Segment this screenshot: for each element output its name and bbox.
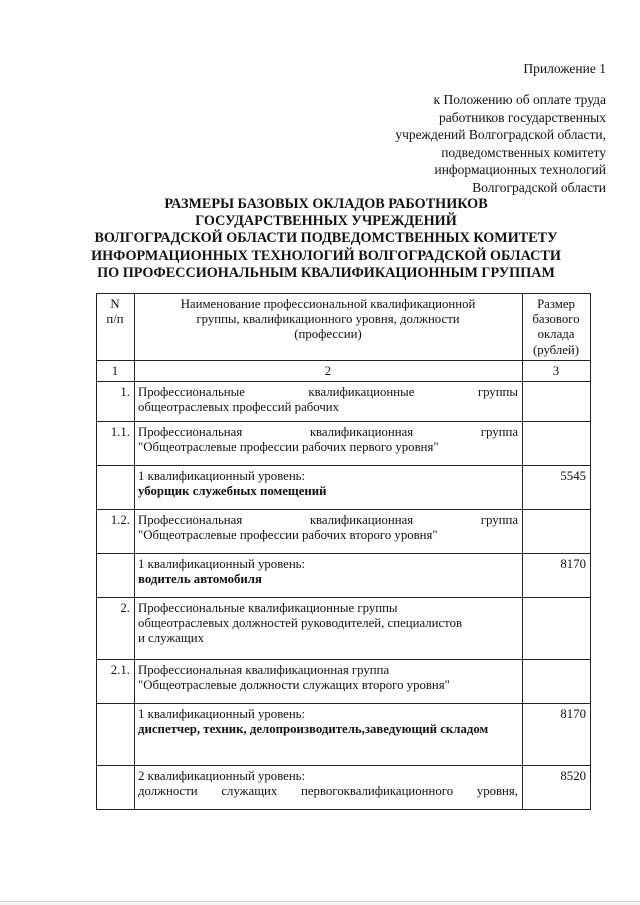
row-number	[97, 766, 135, 810]
table-row	[97, 466, 591, 510]
regulation-line: информационных технологий	[434, 162, 606, 177]
table-row	[97, 766, 591, 810]
row-salary	[523, 660, 591, 704]
header-text: (рублей)	[532, 342, 580, 357]
regulation-line: работников государственных	[439, 109, 606, 125]
salary-table	[96, 293, 591, 810]
row-description	[135, 510, 523, 554]
index-cell: 1	[97, 360, 135, 381]
index-cell: 3	[523, 360, 591, 381]
title-line: ИНФОРМАЦИОННЫХ ТЕХНОЛОГИЙ ВОЛГОГРАДСКОЙ ОБЛАСТИ	[91, 247, 561, 264]
row-number	[97, 466, 135, 510]
table-index-row	[97, 360, 591, 381]
row-text: "Общеотраслевые должности служащих второго уровня"	[138, 678, 450, 693]
row-salary	[523, 510, 591, 554]
row-salary: 8520	[523, 766, 591, 810]
row-number	[97, 704, 135, 766]
row-text: общеотраслевых профессий рабочих	[138, 400, 340, 415]
table-row	[97, 510, 591, 554]
row-text: общеотраслевых должностей руководителей, специалистов	[138, 616, 463, 631]
row-number: 2.	[97, 598, 135, 660]
row-text: должности служащих первогоквалификационного уровня,	[138, 784, 518, 799]
row-text: "Общеотраслевые профессии рабочих первого уровня"	[138, 440, 439, 455]
header-text: п/п	[106, 312, 124, 327]
row-salary	[523, 422, 591, 466]
page-bottom-edge	[0, 901, 640, 905]
header-text: Размер	[537, 297, 575, 311]
title-line: ПО ПРОФЕССИОНАЛЬНЫМ КВАЛИФИКАЦИОННЫМ ГРУППАМ	[97, 264, 555, 281]
document-title	[60, 196, 592, 282]
table-row	[97, 554, 591, 598]
row-position	[138, 484, 518, 499]
regulation-reference	[395, 91, 606, 196]
row-salary	[523, 382, 591, 422]
title-line: ГОСУДАРСТВЕННЫХ УЧРЕЖДЕНИЙ	[195, 213, 457, 230]
position-bold: уборщик служебных помещений	[138, 484, 327, 499]
header-number	[97, 294, 135, 361]
table-row	[97, 704, 591, 766]
regulation-line: подведомственных комитету	[441, 144, 606, 160]
row-number: 1.2.	[97, 510, 135, 554]
row-description	[135, 704, 523, 766]
row-text: 1 квалификационный уровень:	[138, 557, 306, 572]
header-text: Наименование профессиональной квалификационной	[180, 297, 476, 311]
row-description	[135, 466, 523, 510]
row-description	[135, 660, 523, 704]
table-row	[97, 660, 591, 704]
table-row	[97, 598, 591, 660]
position-bold: водитель автомобиля	[138, 572, 262, 587]
table-row	[97, 422, 591, 466]
title-line: РАЗМЕРЫ БАЗОВЫХ ОКЛАДОВ РАБОТНИКОВ	[164, 196, 488, 212]
row-position	[138, 722, 518, 737]
header-text: N	[110, 297, 120, 311]
row-text: 1 квалификационный уровень:	[138, 469, 306, 484]
row-salary: 8170	[523, 554, 591, 598]
regulation-line: к Положению об оплате труда	[433, 92, 606, 107]
regulation-line: Волгоградской области	[472, 179, 606, 195]
row-description	[135, 422, 523, 466]
row-text: "Общеотраслевые профессии рабочих второго уровня"	[138, 528, 438, 543]
position-bold: диспетчер, техник, делопроизводитель,заведующий складом	[138, 722, 489, 737]
row-salary: 5545	[523, 466, 591, 510]
row-number	[97, 554, 135, 598]
row-description	[135, 554, 523, 598]
index-cell: 2	[135, 360, 523, 381]
row-salary	[523, 598, 591, 660]
row-text: 1 квалификационный уровень:	[138, 707, 306, 722]
row-number: 2.1.	[97, 660, 135, 704]
appendix-label: Приложение 1	[523, 61, 606, 76]
row-text: Профессиональная квалификационная группа	[138, 663, 390, 678]
header-text: (профессии)	[294, 327, 362, 342]
row-description	[135, 382, 523, 422]
table-header-row	[97, 294, 591, 361]
regulation-line: учреждений Волгоградской области,	[395, 127, 606, 142]
row-text: Профессиональная квалификационная группа	[138, 425, 518, 440]
header-text: базового	[532, 312, 580, 327]
row-text: и служащих	[138, 631, 204, 646]
header-text: группы, квалификационного уровня, должности	[196, 312, 460, 327]
row-description	[135, 598, 523, 660]
table-row	[97, 382, 591, 422]
row-salary: 8170	[523, 704, 591, 766]
row-text: Профессиональные квалификационные группы	[138, 601, 398, 616]
header-salary	[523, 294, 591, 361]
header-name	[135, 294, 523, 361]
row-number: 1.1.	[97, 422, 135, 466]
row-position	[138, 572, 518, 587]
title-line: ВОЛГОГРАДСКОЙ ОБЛАСТИ ПОДВЕДОМСТВЕННЫХ КОМИТЕТУ	[94, 230, 558, 247]
row-text: Профессиональные квалификационные группы	[138, 385, 518, 400]
row-description	[135, 766, 523, 810]
row-text: Профессиональная квалификационная группа	[138, 513, 518, 528]
row-number: 1.	[97, 382, 135, 422]
row-text: 2 квалификационный уровень:	[138, 769, 306, 784]
header-text: оклада	[537, 327, 575, 342]
